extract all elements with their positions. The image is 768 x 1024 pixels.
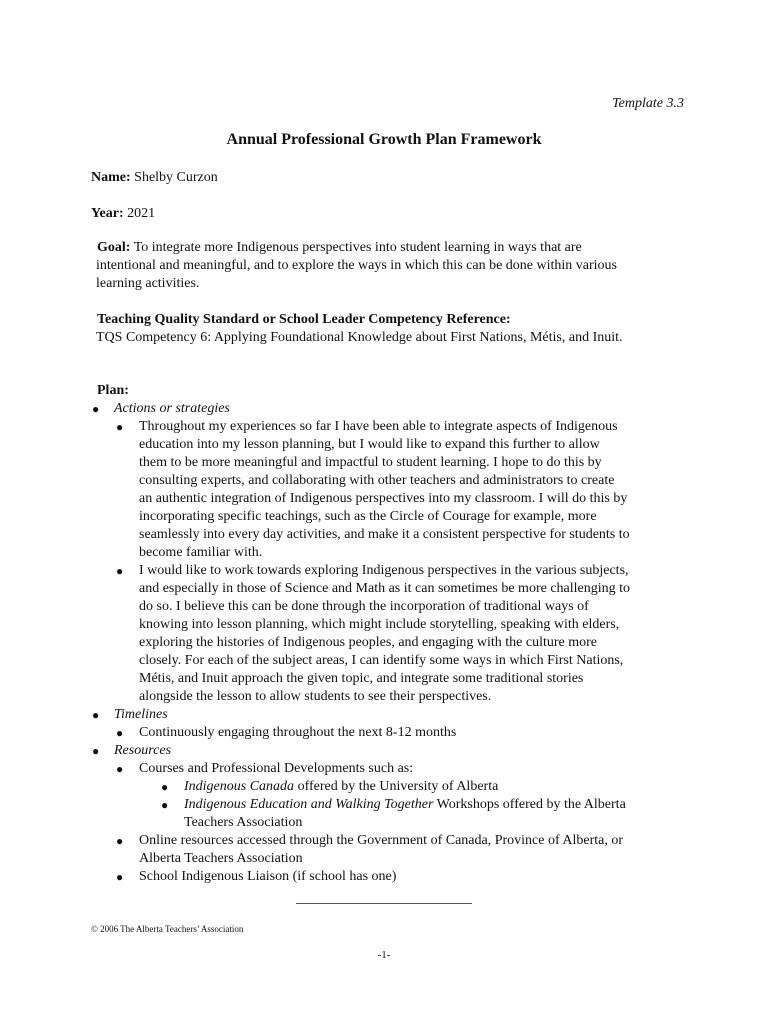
bullet-icon: ● [161,780,169,794]
tqs-heading: Teaching Quality Standard or School Leader Competency Reference: [97,312,511,327]
year-label: Year: [91,206,124,221]
list-item-actions [92,400,677,418]
bullet-icon: ● [116,726,124,740]
bullet-icon: ● [116,870,124,884]
list-item-course-2: ● Indigenous Education and Walking Together Workshops offered by the Alberta Teachers Association [161,797,626,830]
list-item-action-2: ● I would like to work towards exploring Indigenous perspectives in the various subjects, and especially in those of Science and Math as it can sometimes be more challenging to do so. I believe this can be done through the incorporation of traditional ways of knowing into lesson planning, which might include storytelling, speaking with elders, exploring the histories of Indigenous peoples, and engaging with the culture more closely. For each of the subject areas, I can identify some ways in which First Nations, Métis, and Inuit approach the given topic, and integrate some traditional stories alongside the lesson to allow students to see their perspectives. [116,563,631,704]
year-value: 2021 [127,206,156,221]
template-label: Template 3.3 [612,96,684,111]
name-value: Shelby Curzon [134,170,218,185]
resources-label: Resources [114,743,172,758]
actions-label: Actions or strategies [114,401,230,416]
list-item-online-resources: ● Online resources accessed through the Government of Canada, Province of Alberta, or Alberta Teachers Association [116,833,624,866]
list-item-course-1: ● Indigenous Canada offered by the University of Alberta [161,779,499,794]
bullet-icon: ● [116,762,124,776]
page-number: -1- [377,949,391,961]
bullet-icon: ● [116,564,124,578]
bullet-icon: ● [161,798,169,812]
document-title: Annual Professional Growth Plan Framework [226,131,542,148]
name-field [91,169,218,187]
name-label: Name: [91,170,131,185]
goal-section [97,239,677,293]
list-item-timeline-1: ● Continuously engaging throughout the next 8-12 months [116,725,457,740]
bullet-icon: ● [116,834,124,848]
plan-heading: Plan: [97,383,129,398]
tqs-value: TQS Competency 6: Applying Foundational Knowledge about First Nations, Métis, and Inuit. [96,330,623,345]
bullet-icon: ● [116,420,124,434]
list-item-liaison: ● School Indigenous Liaison (if school has one) [116,869,397,884]
tqs-section [97,311,677,347]
footer-divider [296,903,472,904]
year-field [91,205,155,223]
bullet-icon: ● [92,402,100,416]
bullet-icon: ● [92,744,100,758]
copyright-notice: © 2006 The Alberta Teachers’ Association [91,924,244,934]
list-item-action-1: ● Throughout my experiences so far I have been able to integrate aspects of Indigenous education into my lesson planning, but I would like to expand this further to allow them to be more meaningful and impactful to student learning. I hope to do this by consulting experts, and collaborating with other teachers and administrators to create an authentic integration of Indigenous perspectives into my classroom. I will do this by incorporating specific teachings, such as the Circle of Courage for example, more seamlessly into every day activities, and make it a consistent perspective for students to become familiar with. [116,419,630,560]
timelines-label: Timelines [114,707,168,722]
goal-line-1: Goal: To integrate more Indigenous perspectives into student learning in ways that are [97,240,582,255]
goal-label: Goal: [97,240,131,255]
list-item-courses: ● Courses and Professional Developments such as: [116,761,414,776]
bullet-icon: ● [92,708,100,722]
list-item-resources [92,742,677,760]
goal-line-2: intentional and meaningful, and to explore the ways in which this can be done within various [96,258,617,273]
plan-section [92,382,677,886]
list-item-timelines [92,706,677,724]
goal-line-3: learning activities. [96,276,200,291]
